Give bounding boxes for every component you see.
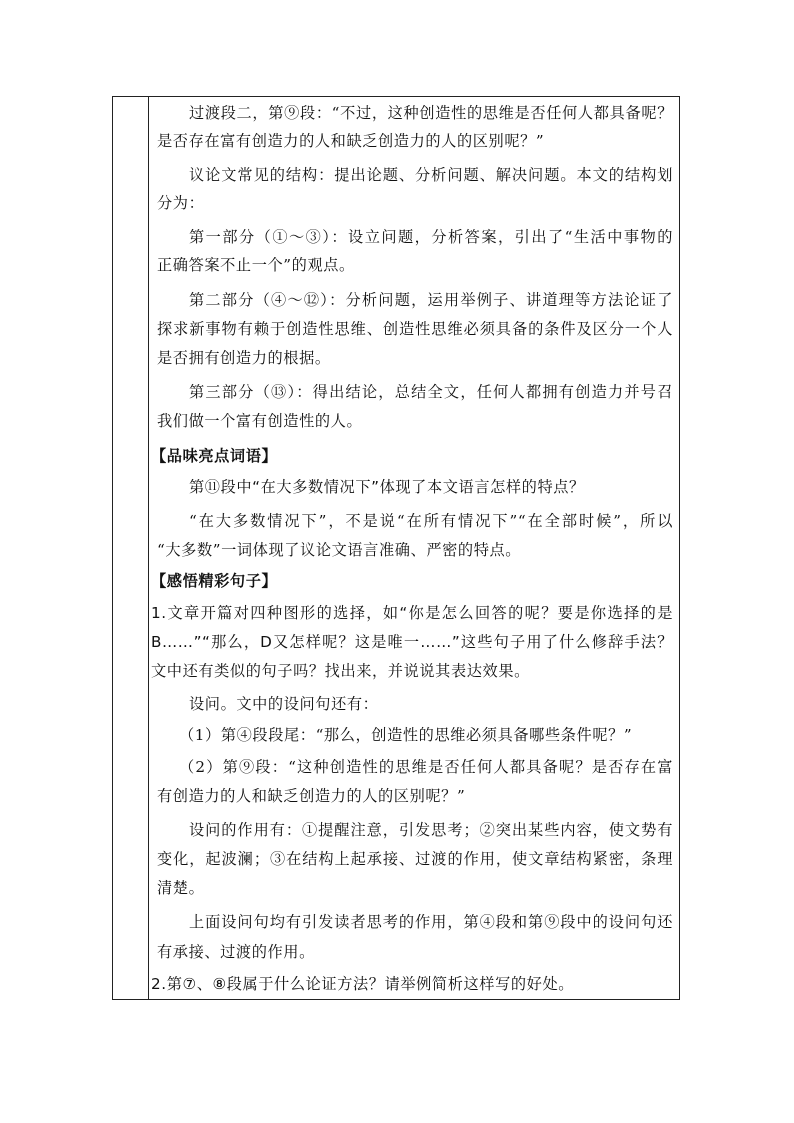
- text-line: （1）第④段段尾：“那么，创造性的思维必须具备哪些条件呢？”: [179, 726, 633, 744]
- text-line: “大多数”一词体现了议论文语言准确、严密的特点。: [157, 541, 522, 559]
- section-heading: 【感悟精彩句子】: [151, 572, 278, 590]
- text-line: 有承接、过渡的作用。: [157, 943, 315, 961]
- text-line: 设问的作用有：①提醒注意，引发思考；②突出某些内容，使文势有: [189, 821, 673, 839]
- question-text: 2.第⑦、⑧段属于什么论证方法？请举例简析这样写的好处。: [151, 975, 575, 993]
- right-column: [149, 97, 679, 999]
- text-line: 是否拥有创造力的根据。: [157, 349, 331, 367]
- text-line: 第三部分（⑬）：得出结论，总结全文，任何人都拥有创造力并号召: [189, 383, 673, 401]
- text-line: 变化，起波澜；③在结构上起承接、过渡的作用，使文章结构紧密，条理: [157, 850, 673, 868]
- text-line: 清楚。: [157, 879, 205, 897]
- text-line: 有创造力的人和缺乏创造力的人的区别呢？”: [157, 787, 466, 805]
- text-line: 议论文常见的结构：提出论题、分析问题、解决问题。本文的结构划: [189, 166, 673, 184]
- question-text: 文中还有类似的句子吗？找出来，并说说其表达效果。: [151, 662, 530, 680]
- text-line: “在大多数情况下”，不是说“在所有情况下”“在全部时候”，所以: [189, 512, 673, 530]
- question-text: 1.文章开篇对四种图形的选择，如“你是怎么回答的呢？要是你选择的是: [151, 604, 673, 622]
- text-line: 过渡段二，第⑨段：“不过，这种创造性的思维是否任何人都具备呢？: [189, 104, 673, 122]
- left-column: [113, 97, 149, 999]
- question-text: 第⑪段中“在大多数情况下”体现了本文语言怎样的特点？: [189, 478, 585, 496]
- text-line: 第二部分（④～⑫）：分析问题，运用举例子、讲道理等方法论证了: [189, 291, 673, 309]
- text-line: 探求新事物有赖于创造性思维、创造性思维必须具备的条件及区分一个人: [157, 320, 673, 338]
- text-line: 设问。文中的设问句还有：: [189, 695, 379, 713]
- text-line: 我们做一个富有创造性的人。: [157, 412, 363, 430]
- text-line: 第一部分（①～③）：设立问题，分析答案，引出了“生活中事物的: [189, 228, 673, 246]
- text-line: 正确答案不止一个”的观点。: [157, 256, 355, 274]
- question-text: B……”“那么，D又怎样呢？这是唯一……”这些句子用了什么修辞手法？: [151, 633, 673, 651]
- text-line: 分为：: [157, 194, 205, 212]
- text-line: （2）第⑨段：“这种创造性的思维是否任何人都具备呢？是否存在富: [179, 758, 673, 776]
- text-line: 是否存在富有创造力的人和缺乏创造力的人的区别呢？”: [157, 132, 545, 150]
- section-heading: 【品味亮点词语】: [151, 447, 278, 465]
- text-line: 上面设问句均有引发读者思考的作用，第④段和第⑨段中的设问句还: [189, 913, 673, 931]
- content-table: [112, 96, 680, 1000]
